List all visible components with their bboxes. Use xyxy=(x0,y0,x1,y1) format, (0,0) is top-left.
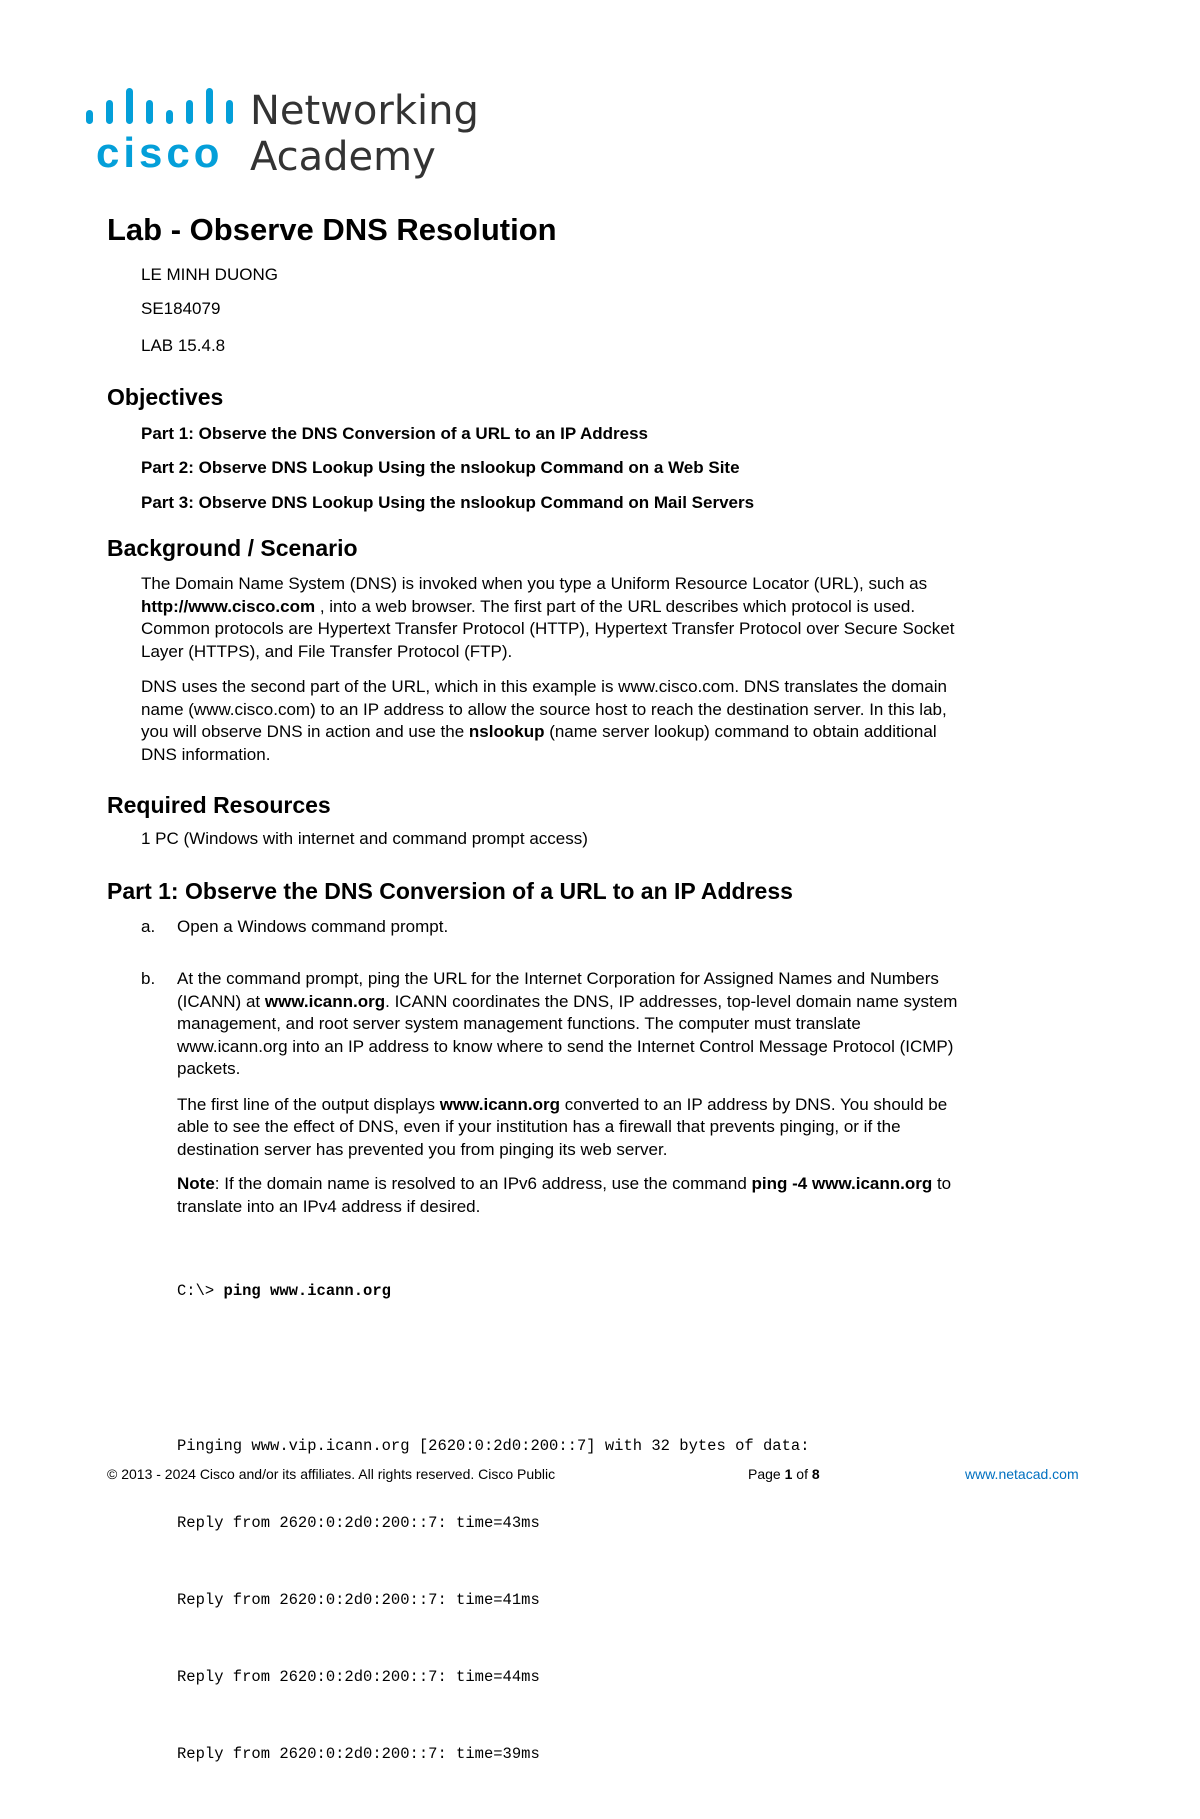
objectives-heading: Objectives xyxy=(107,384,224,410)
output-line: Reply from 2620:0:2d0:200::7: time=44ms xyxy=(177,1667,540,1686)
step-a: a. Open a Windows command prompt. xyxy=(141,916,1097,939)
resources-heading: Required Resources xyxy=(107,792,331,818)
background-paragraph-2: DNS uses the second part of the URL, which in this example is www.cisco.com. DNS translates the domain name (www.cisco.com) to an IP address to allow the source host to reach the destination server. In this lab, you will observe DNS in action and use the nslookup (name server lookup) command to obtain additional DNS information. xyxy=(141,677,947,764)
resources-item: 1 PC (Windows with internet and command prompt access) xyxy=(141,829,588,848)
output-line: Reply from 2620:0:2d0:200::7: time=39ms xyxy=(177,1745,540,1764)
background-paragraph-1: The Domain Name System (DNS) is invoked when you type a Uniform Resource Locator (URL), such as http://www.cisco.com , into a web browser. The first part of the URL describes which protocol is used. Common protocols are Hypertext Transfer Protocol (HTTP), Hypertext Transfer Protocol over Secure Socket Layer (HTTPS), and File Transfer Protocol (FTP). xyxy=(141,574,955,661)
part1-heading: Part 1: Observe the DNS Conversion of a URL to an IP Address xyxy=(107,877,793,904)
cisco-wordmark: cisco xyxy=(96,129,224,176)
ping4-command-text: ping -4 www.icann.org xyxy=(751,1174,933,1193)
output-explanation: The first line of the output displays www.icann.org converted to an IP address by DNS. You should be able to see the effect of DNS, even if your institution has a firewall that prevents pinging, or if the destination server has prevented you from pinging its web server. xyxy=(177,1094,948,1159)
document-body xyxy=(107,210,1097,1819)
ping-command: ping www.icann.org xyxy=(223,1282,391,1301)
footer-page-number: Page 1 of 8 xyxy=(748,1466,820,1482)
cisco-networking-academy-logo xyxy=(84,86,484,181)
lab-number: LAB 15.4.8 xyxy=(141,336,226,355)
author-name: LE MINH DUONG xyxy=(141,265,278,284)
objective-item: Part 3: Observe DNS Lookup Using the nslookup Command on Mail Servers xyxy=(141,493,755,512)
command-block xyxy=(177,1228,1097,1819)
objective-item: Part 1: Observe the DNS Conversion of a URL to an IP Address xyxy=(141,424,648,443)
cisco-bars-icon xyxy=(84,86,244,131)
output-line: Reply from 2620:0:2d0:200::7: time=43ms xyxy=(177,1513,540,1532)
networking-academy-wordmark xyxy=(250,88,479,180)
logo-line-academy: Academy xyxy=(250,134,436,180)
command-line: C:\> ping www.icann.org xyxy=(177,1282,391,1301)
note-paragraph: Note: If the domain name is resolved to an IPv6 address, use the command ping -4 www.icann.org to translate into an IPv4 address if desired. xyxy=(177,1174,952,1216)
background-heading: Background / Scenario xyxy=(107,535,358,561)
footer-copyright: © 2013 - 2024 Cisco and/or its affiliates. All rights reserved. Cisco Public xyxy=(107,1466,556,1482)
document-meta xyxy=(141,265,1097,356)
document-title: Lab - Observe DNS Resolution xyxy=(107,212,557,247)
nslookup-command-text: nslookup xyxy=(468,722,545,741)
step-a-marker: a. xyxy=(141,916,156,936)
footer-netacad-link[interactable]: www.netacad.com xyxy=(965,1466,1079,1482)
student-id: SE184079 xyxy=(141,299,221,318)
step-b: b. At the command prompt, ping the URL for the Internet Corporation for Assigned Names and Numbers (ICANN) at www.icann.org. ICANN coordinates the DNS, IP addresses, top-level domain name system management, and root server system management functions. The computer must translate www.icann.org into an IP address to know where to send the Internet Control Message Protocol (ICMP) packets. xyxy=(141,969,958,1078)
output-line: Pinging www.vip.icann.org [2620:0:2d0:200::7] with 32 bytes of data: xyxy=(177,1436,810,1455)
icann-url-text: www.icann.org xyxy=(264,991,386,1011)
output-line: Reply from 2620:0:2d0:200::7: time=41ms xyxy=(177,1590,540,1609)
logo-line-networking: Networking xyxy=(250,88,479,134)
note-label: Note xyxy=(177,1174,215,1193)
step-b-marker: b. xyxy=(141,969,156,988)
objective-item: Part 2: Observe DNS Lookup Using the nslookup Command on a Web Site xyxy=(141,458,740,477)
cisco-url-text: http://www.cisco.com xyxy=(141,596,316,616)
